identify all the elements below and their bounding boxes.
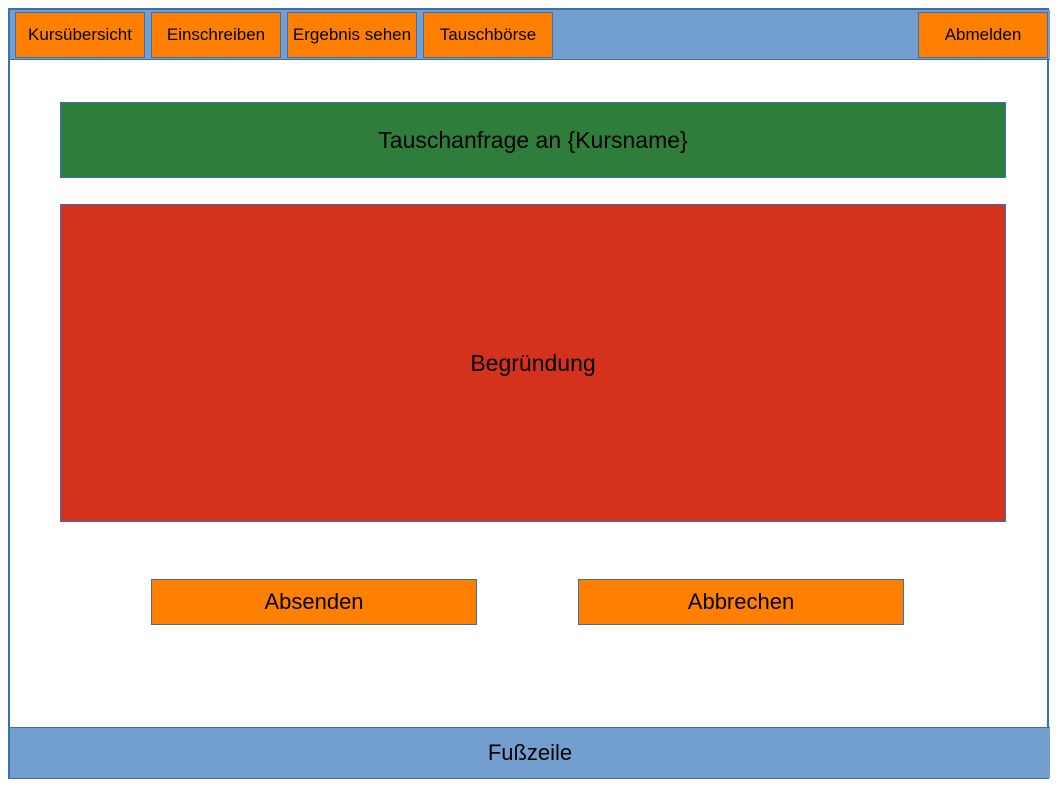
cancel-button[interactable]: Abbrechen	[578, 579, 904, 625]
footer: Fußzeile	[10, 727, 1050, 778]
nav-button-einschreiben[interactable]: Einschreiben	[151, 12, 281, 58]
nav-button-kursuebersicht[interactable]: Kursübersicht	[15, 12, 145, 58]
nav-button-ergebnis-sehen[interactable]: Ergebnis sehen	[287, 12, 417, 58]
nav-button-tauschboerse[interactable]: Tauschbörse	[423, 12, 553, 58]
submit-button[interactable]: Absenden	[151, 579, 477, 625]
logout-button[interactable]: Abmelden	[918, 12, 1048, 58]
reason-textarea[interactable]: Begründung	[60, 204, 1006, 522]
page-title: Tauschanfrage an {Kursname}	[60, 102, 1006, 178]
